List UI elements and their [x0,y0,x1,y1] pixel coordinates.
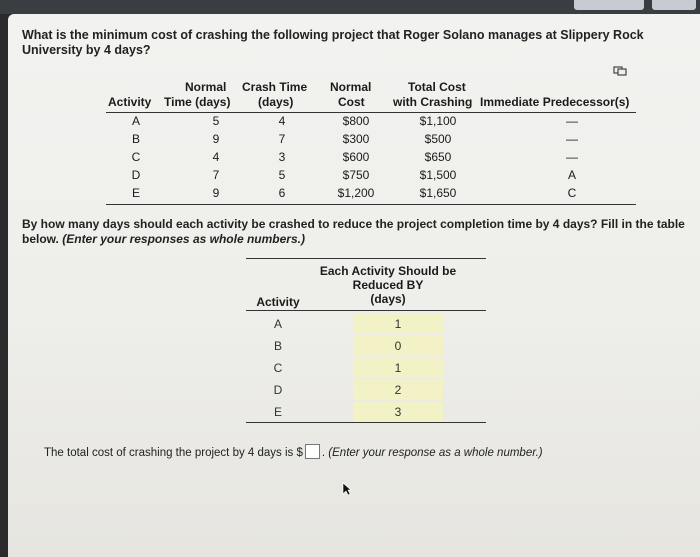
table1-cell-normal-cost: $600 [342,150,370,164]
header-crash-time-2: (days) [258,95,294,109]
reduce-days-input[interactable]: 0 [353,336,443,356]
table1-cell-total-cost: $650 [424,150,452,164]
table1-cell-activity: D [131,168,141,182]
table1-cell-normal-time: 7 [212,168,220,182]
table1-cell-total-cost: $1,650 [419,186,457,200]
header-activity-2: Activity [256,295,300,309]
reduce-days-input[interactable]: 3 [353,402,443,422]
total-cost-prefix: The total cost of crashing the project by 4 days is $ [44,447,303,459]
table2-bottom-rule [246,422,486,423]
table1-cell-normal-cost: $750 [342,168,370,182]
table2-activity: E [273,405,282,419]
table1-cell-crash-time: 4 [278,114,286,128]
table1-cell-predecessor: A [567,168,576,182]
total-cost-sentence [44,444,543,459]
reduce-days-input[interactable]: 1 [353,314,443,334]
table1-cell-normal-cost: $300 [342,132,370,146]
table1-cell-activity: E [131,186,140,200]
header-crash-time-1: Crash Time [242,80,308,94]
header-reduce-3: (days) [370,292,406,306]
header-normal-time-1: Normal [185,80,227,94]
table1-cell-normal-time: 5 [212,114,220,128]
copy-table-icon[interactable] [613,66,627,76]
question-text: What is the minimum cost of crashing the following project that Roger Solano manages at Slippery Rock University by 4 days? [22,28,644,57]
top-tab[interactable] [574,0,644,10]
header-total-cost-1: Total Cost [408,80,466,94]
table2-activity: D [273,383,283,397]
total-cost-hint: (Enter your response as a whole number.) [328,447,543,459]
reduce-days-input[interactable]: 2 [353,380,443,400]
header-total-cost-2: with Crashing [393,95,473,109]
header-normal-time-2: Time (days) [164,95,231,109]
table2-top-rule [246,258,486,259]
reduce-days-input[interactable]: 1 [353,358,443,378]
table1-cell-normal-cost: $1,200 [337,186,375,200]
header-predecessor: Immediate Predecessor(s) [480,95,630,109]
table1-cell-normal-time: 9 [212,132,220,146]
table1-cell-crash-time: 7 [278,132,286,146]
table2-activity: A [273,317,282,331]
table1-cell-crash-time: 3 [278,150,286,164]
table1-cell-normal-cost: $800 [342,114,370,128]
table2-header-rule [246,310,486,311]
table1-cell-predecessor: — [566,150,578,164]
instructions-hint: (Enter your responses as whole numbers.) [62,232,305,246]
header-reduce-2: Reduced BY [352,278,424,292]
mouse-cursor-icon [342,482,352,496]
header-normal-cost-2: Cost [338,95,365,109]
table2-activity: B [273,339,282,353]
header-reduce-1: Each Activity Should be [319,264,457,278]
table1-cell-activity: B [131,132,140,146]
instructions-text: By how many days should each activity be crashed to reduce the project completion time by 4 days? Fill in the table below. [22,217,685,246]
instructions [22,217,694,247]
total-cost-suffix: . [321,447,326,459]
table1-cell-activity: A [131,114,140,128]
table1-cell-predecessor: — [566,132,578,146]
table1-cell-crash-time: 5 [278,168,286,182]
browser-top-bar [0,0,700,14]
total-cost-input[interactable] [305,444,320,459]
table1-cell-crash-time: 6 [278,186,286,200]
question-panel [8,14,700,557]
table1-cell-normal-time: 9 [212,186,220,200]
table1-cell-predecessor: C [567,186,577,200]
table1-cell-total-cost: $500 [424,132,452,146]
table2-activity: C [273,361,283,375]
table1-cell-activity: C [131,150,141,164]
header-activity: Activity [108,95,152,109]
table1-cell-total-cost: $1,500 [419,168,457,182]
table1-header-rule [106,112,636,113]
header-normal-cost-1: Normal [330,80,372,94]
table1-cell-predecessor: — [566,114,578,128]
help-tab[interactable] [652,0,696,10]
table1-bottom-rule [106,204,636,205]
table1-cell-total-cost: $1,100 [419,114,457,128]
table1-cell-normal-time: 4 [212,150,220,164]
